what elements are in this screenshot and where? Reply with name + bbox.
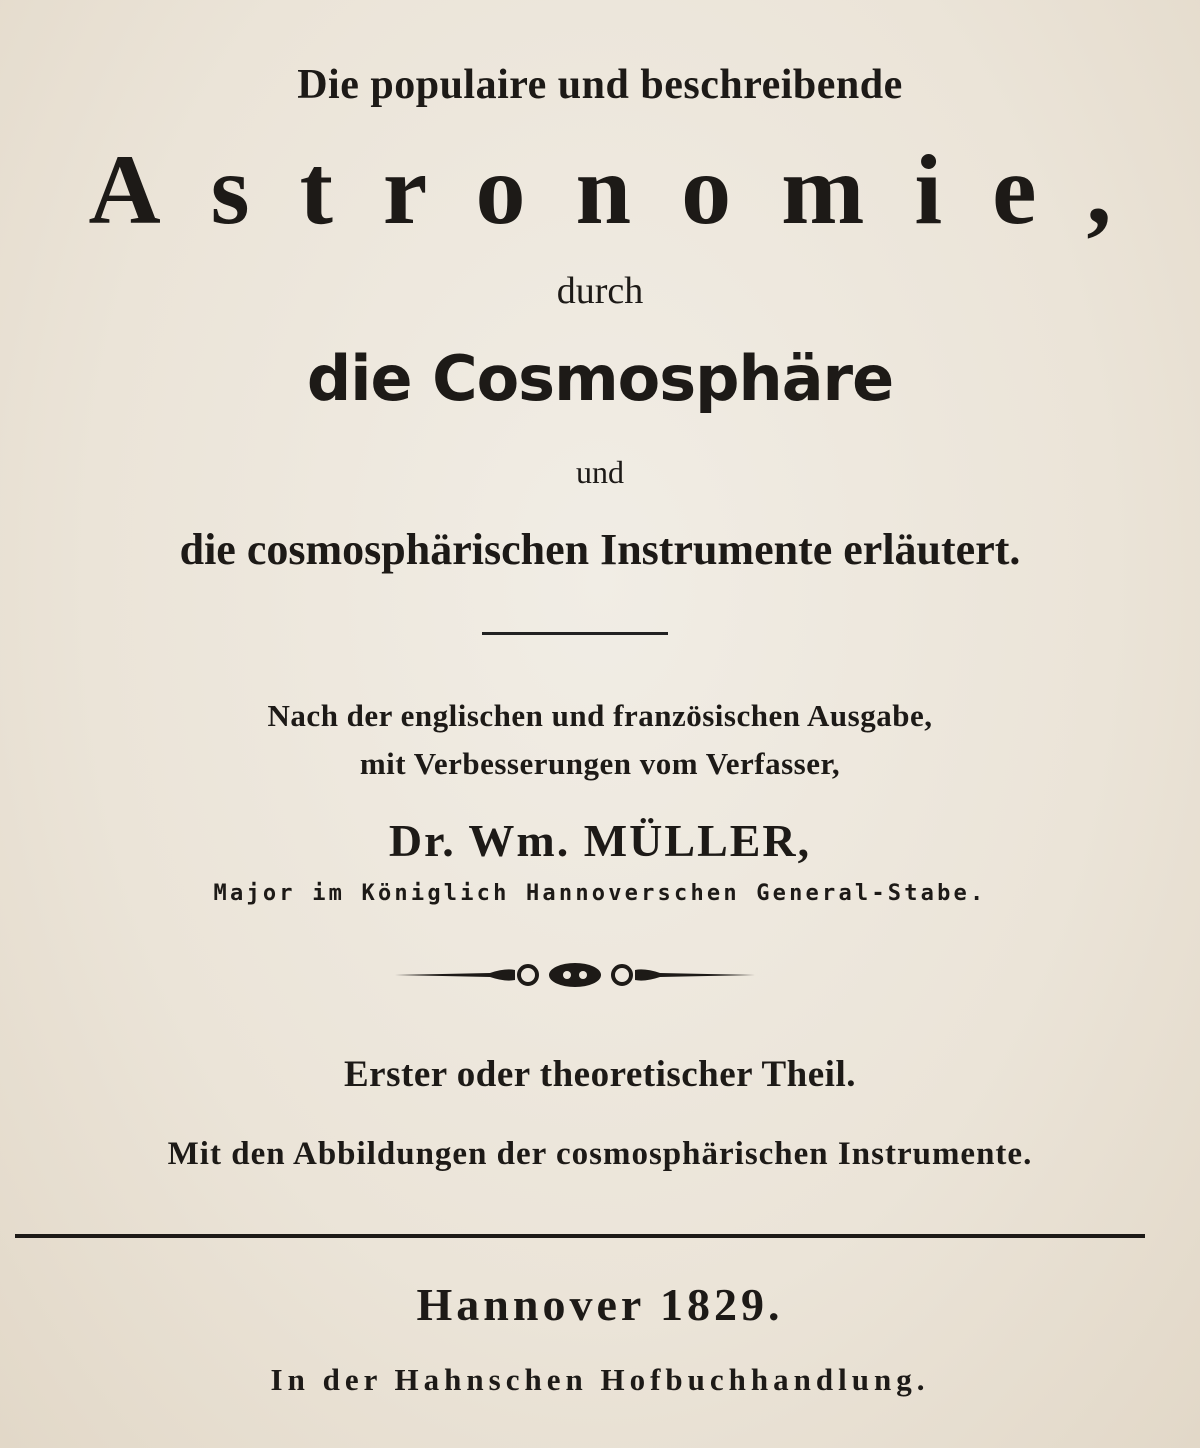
title-connector-und: und: [576, 454, 624, 490]
title-intro: Die populaire und beschreibende: [297, 62, 903, 108]
author-title: Major im Königlich Hannoverschen General-Stabe.: [213, 881, 987, 906]
illustrations-note: Mit den Abbildungen der cosmosphärischen Instrumente.: [167, 1136, 1033, 1172]
publisher: In der Hahnschen Hofbuchhandlung.: [270, 1362, 930, 1397]
edition-note-line1: Nach der englischen und französischen Ausgabe,: [267, 698, 933, 733]
short-divider: [482, 632, 668, 635]
title-connector-durch: durch: [556, 270, 644, 312]
subtitle: die Cosmosphäre: [306, 342, 894, 415]
main-title: Astronomie,: [88, 134, 1162, 245]
subtitle-continuation: die cosmosphärischen Instrumente erläutert.: [179, 525, 1021, 574]
edition-note-line2: mit Verbesserungen vom Verfasser,: [359, 746, 841, 781]
author-name: Dr. Wm. MÜLLER,: [388, 815, 812, 866]
ornament-divider-icon: [395, 960, 755, 990]
long-divider: [15, 1234, 1145, 1238]
imprint-place-year: Hannover 1829.: [416, 1279, 784, 1330]
part-designation: Erster oder theoretischer Theil.: [344, 1054, 856, 1095]
